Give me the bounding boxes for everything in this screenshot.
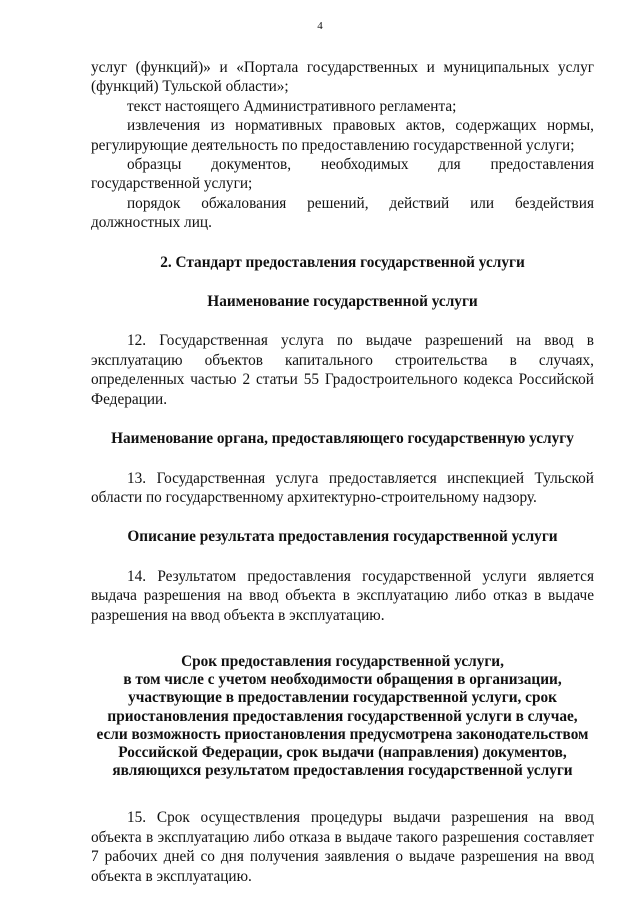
section-heading: 2. Стандарт предоставления государственной услуги <box>160 253 525 271</box>
paragraph-portal-names: услуг (функций)» и «Портала государственных и муниципальных услуг (функций) Тульской области»; <box>91 59 594 96</box>
long-heading-deadlines <box>91 653 594 780</box>
long-heading-line: Срок предоставления государственной услуги, <box>181 652 504 670</box>
subsection-heading-result: Описание результата предоставления государственной услуги <box>127 528 558 546</box>
paragraph-legal-extracts: извлечения из нормативных правовых актов, содержащих нормы, регулирующие деятельность по предоставлению государственной услуги; <box>91 117 594 154</box>
subsection-heading-authority: Наименование органа, предоставляющего государственную услугу <box>111 430 574 448</box>
long-heading-line: Российской Федерации, срок выдачи (направления) документов, <box>118 743 567 761</box>
long-heading-line: участвующие в предоставлении государственной услуги, срок <box>128 689 557 707</box>
paragraph-15: 15. Срок осуществления процедуры выдачи разрешения на ввод объекта в эксплуатацию либо отказа в выдаче такого разрешения составляет 7 рабочих дней со дня получения заявления о выдаче разрешения на ввод объекта в эксплуатацию. <box>91 809 594 885</box>
paragraph-12: 12. Государственная услуга по выдаче разрешений на ввод в эксплуатацию объектов капитального строительства в случаях, определенных частью 2 статьи 55 Градостроительного кодекса Российской Федерации. <box>91 332 594 408</box>
long-heading-line: если возможность приостановления предусмотрена законодательством <box>96 725 589 743</box>
long-heading-line: в том числе с учетом необходимости обращения в организации, <box>123 671 562 689</box>
document-body <box>91 58 594 886</box>
paragraph-appeal-procedure: порядок обжалования решений, действий или бездействия должностных лиц. <box>91 194 594 232</box>
long-heading-line: являющихся результатом предоставления государственной услуги <box>112 762 573 780</box>
long-heading-line: приостановления предоставления государственной услуги в случае, <box>107 707 578 725</box>
paragraph-document-samples: образцы документов, необходимых для предоставления государственной услуги; <box>91 156 594 193</box>
page-number: 4 <box>317 20 323 32</box>
paragraph-14: 14. Результатом предоставления государственной услуги является выдача разрешения на ввод объекта в эксплуатацию либо отказ в выдаче разрешения на ввод объекта в эксплуатацию. <box>91 567 594 624</box>
subsection-heading-service-name: Наименование государственной услуги <box>207 293 478 311</box>
paragraph-regulation-text: текст настоящего Административного регламента; <box>127 97 457 115</box>
paragraph-13: 13. Государственная услуга предоставляется инспекцией Тульской области по государственному архитектурно-строительному надзору. <box>91 469 594 506</box>
